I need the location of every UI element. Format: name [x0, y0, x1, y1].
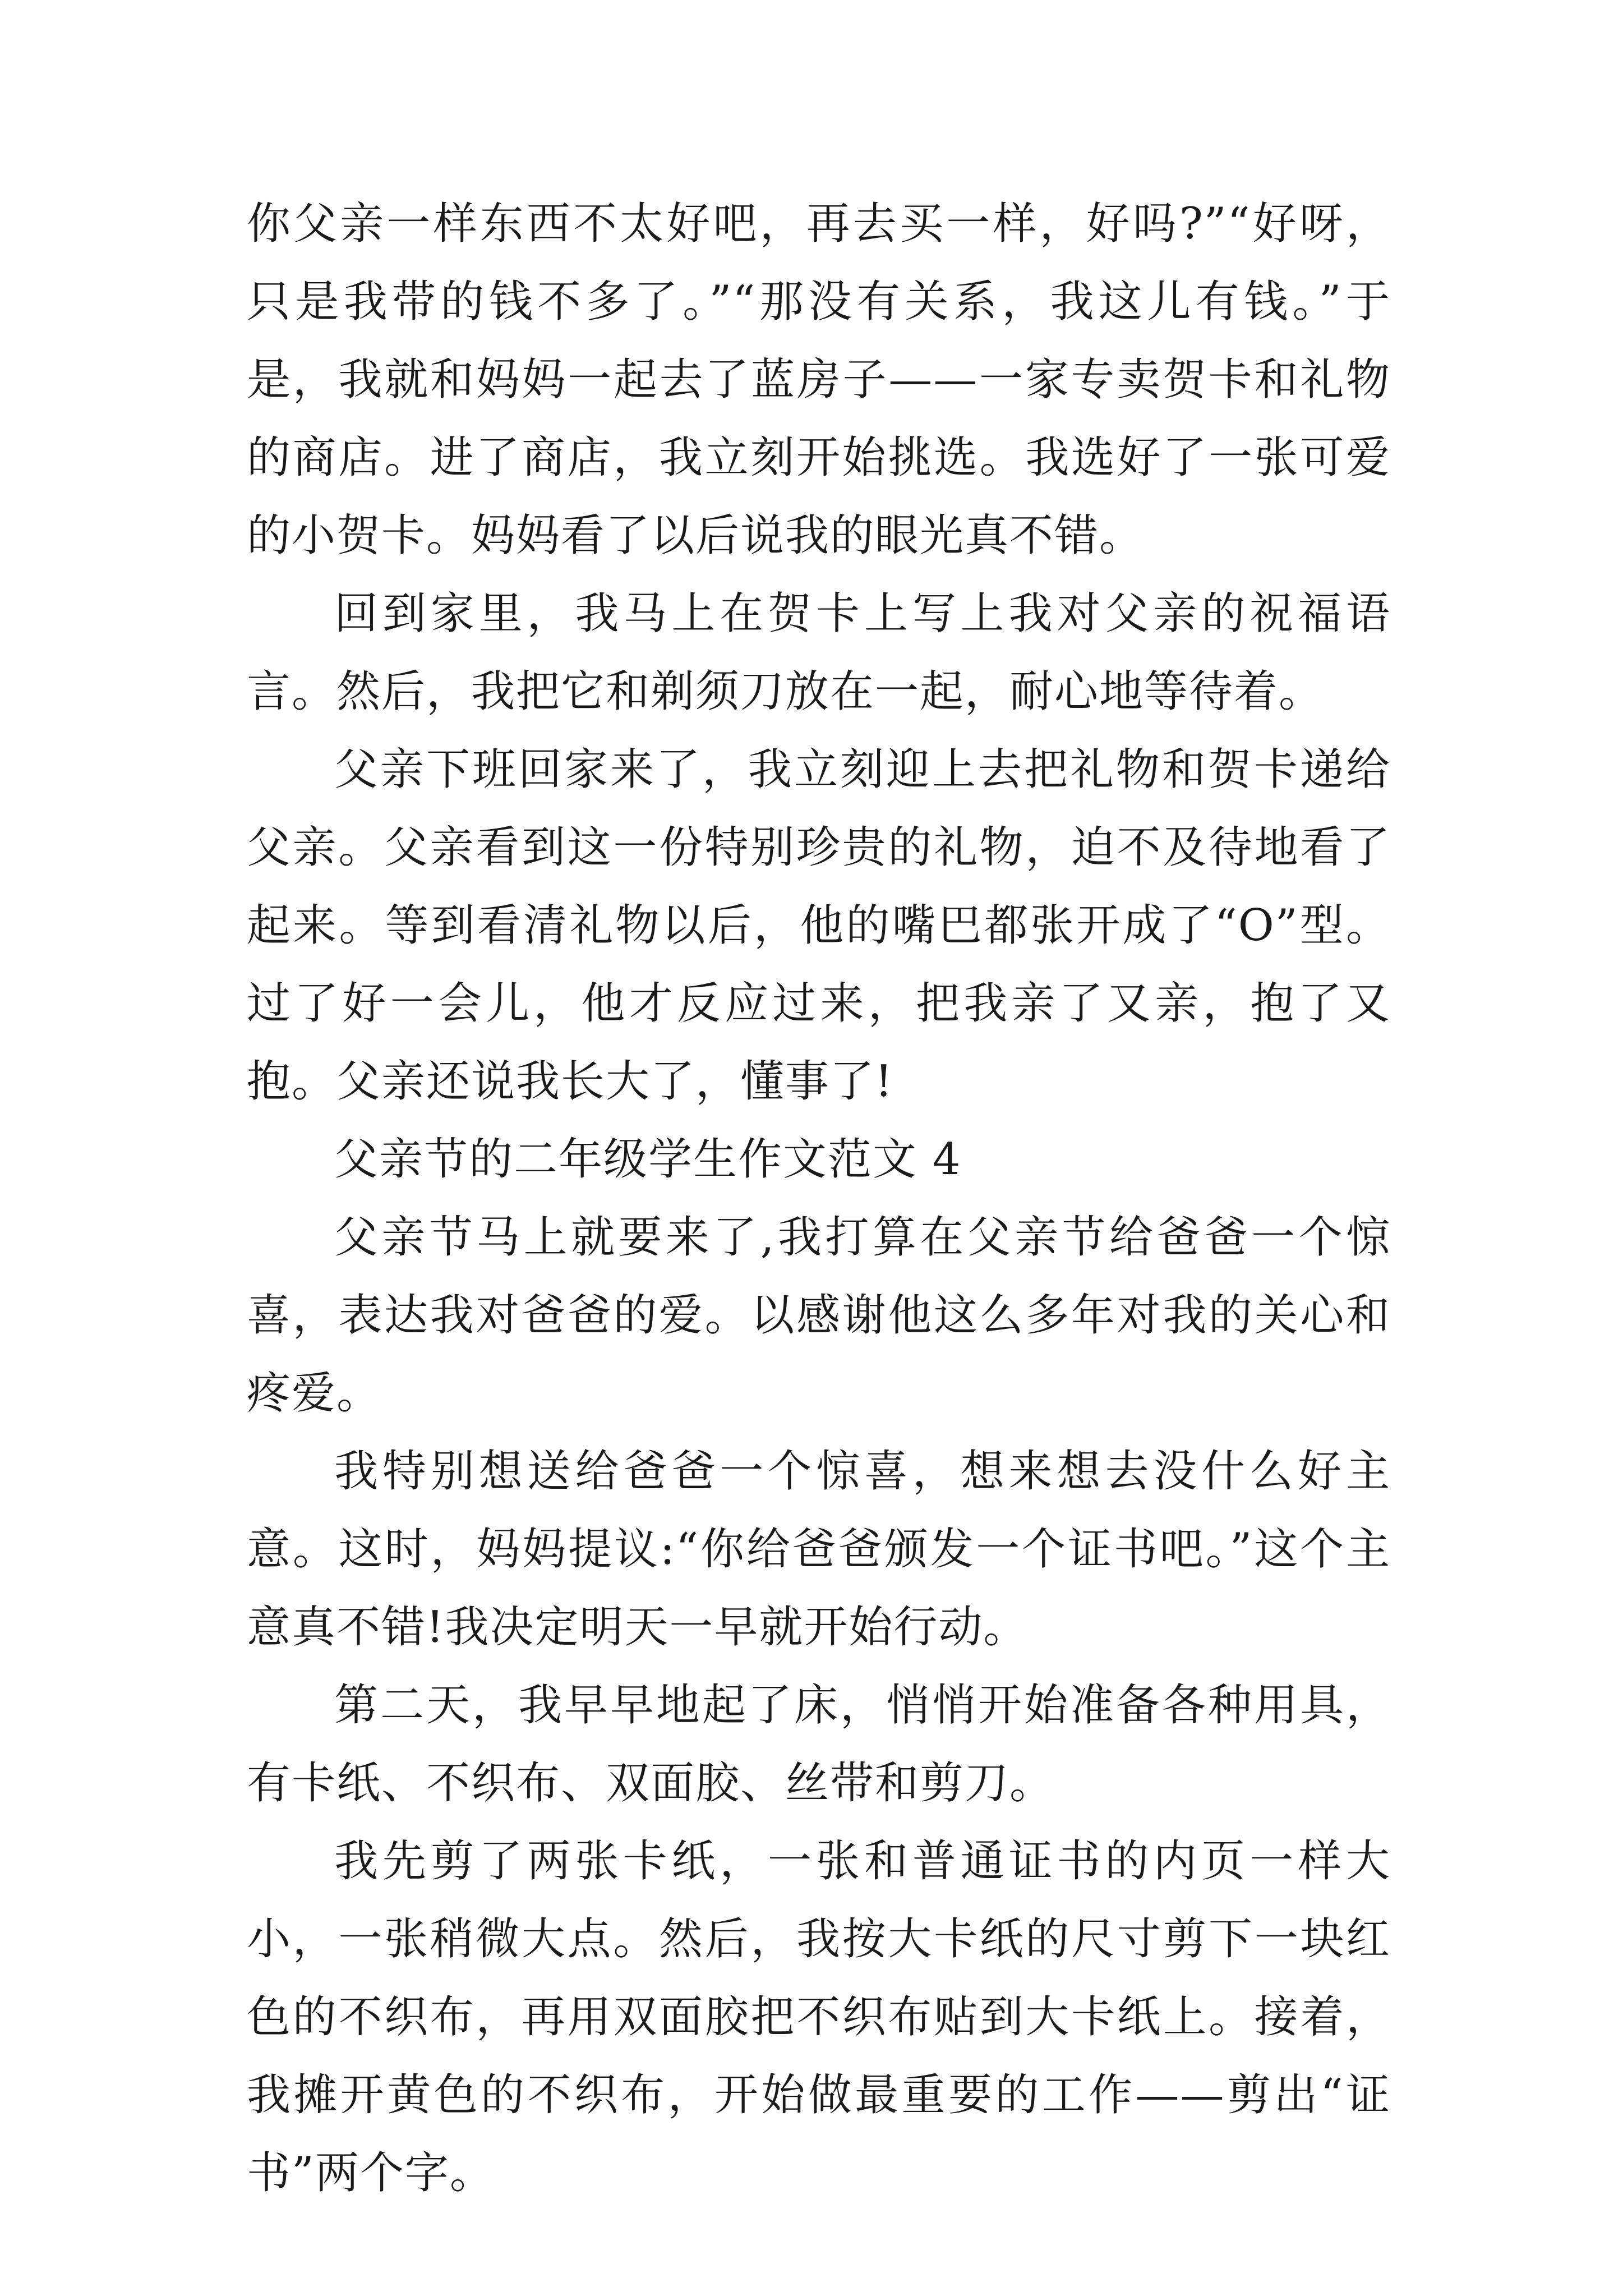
document-page [247, 185, 1391, 2212]
section-heading: 父亲节的二年级学生作文范文 4 [334, 1134, 962, 1185]
paragraph: 父亲节马上就要来了,我打算在父亲节给爸爸一个惊喜，表达我对爸爸的爱。以感谢他这么多年对我的关心和疼爱。 [247, 1212, 1391, 1419]
paragraph: 回到家里，我马上在贺卡上写上我对父亲的祝福语言。然后，我把它和剃须刀放在一起，耐心地等待着。 [247, 588, 1391, 717]
paragraph: 父亲下班回家来了，我立刻迎上去把礼物和贺卡递给父亲。父亲看到这一份特别珍贵的礼物，迫不及待地看了起来。等到看清礼物以后，他的嘴巴都张开成了“O”型。过了好一会儿，他才反应过来，把我亲了又亲，抱了又抱。父亲还说我长大了，懂事了! [247, 744, 1391, 1107]
paragraph: 你父亲一样东西不太好吧，再去买一样，好吗?”“好呀，只是我带的钱不多了。”“那没有关系，我这儿有钱。”于是，我就和妈妈一起去了蓝房子——一家专卖贺卡和礼物的商店。进了商店，我立刻开始挑选。我选好了一张可爱的小贺卡。妈妈看了以后说我的眼光真不错。 [247, 199, 1391, 561]
paragraph: 我特别想送给爸爸一个惊喜，想来想去没什么好主意。这时，妈妈提议:“你给爸爸颁发一个证书吧。”这个主意真不错!我决定明天一早就开始行动。 [247, 1446, 1391, 1653]
paragraph: 我先剪了两张卡纸，一张和普通证书的内页一样大小，一张稍微大点。然后，我按大卡纸的尺寸剪下一块红色的不织布，再用双面胶把不织布贴到大卡纸上。接着，我摊开黄色的不织布，开始做最重要的工作——剪出“证书”两个字。 [247, 1836, 1391, 2198]
paragraph: 第二天，我早早地起了床，悄悄开始准备各种用具，有卡纸、不织布、双面胶、丝带和剪刀。 [247, 1680, 1391, 1809]
